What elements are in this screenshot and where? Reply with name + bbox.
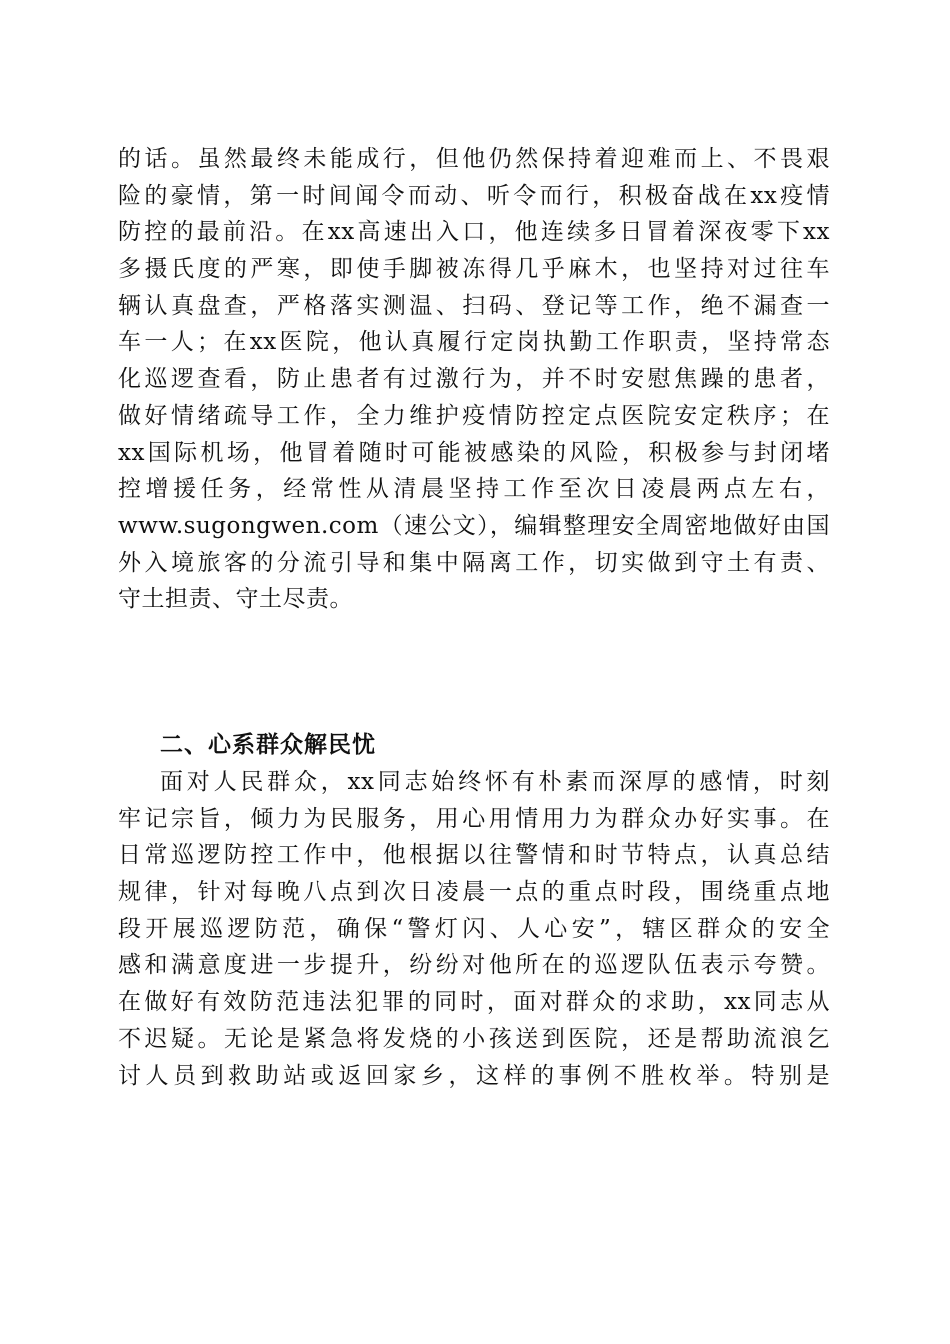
paragraph-2-line: 牢记宗旨，倾力为民服务，用心用情用力为群众办好实事。在 <box>118 805 830 832</box>
paragraph-1-line: 的话。虽然最终未能成行，但他仍然保持着迎难而上、不畏艰 <box>118 146 830 172</box>
paragraph-1-line: 险的豪情，第一时间闻令而动、听令而行，积极奋战在xx疫情 <box>118 182 830 209</box>
paragraph-2-line: 段开展巡逻防范，确保“警灯闪、人心安”，辖区群众的安全 <box>118 915 830 942</box>
paragraph-1-line: 辆认真盘查，严格落实测温、扫码、登记等工作，绝不漏查一 <box>118 292 830 319</box>
paragraph-2-line: 面对人民群众，xx同志始终怀有朴素而深厚的感情，时刻 <box>160 769 830 795</box>
paragraph-1 <box>118 141 830 618</box>
paragraph-2-line: 不迟疑。无论是紧急将发烧的小孩送到医院，还是帮助流浪乞 <box>118 1025 830 1052</box>
paragraph-1-line: 守土担责、守土尽责。 <box>118 586 353 613</box>
paragraph-2-line: 规律，针对每晚八点到次日凌晨一点的重点时段，围绕重点地 <box>118 879 830 906</box>
section-heading: 二、心系群众解民忧 <box>160 732 376 758</box>
paragraph-1-line: 防控的最前沿。在xx高速出入口，他连续多日冒着深夜零下xx <box>118 219 830 246</box>
paragraph-1-line: xx国际机场，他冒着随时可能被感染的风险，积极参与封闭堵 <box>118 439 830 466</box>
paragraph-2-line: 在做好有效防范违法犯罪的同时，面对群众的求助，xx同志从 <box>118 989 830 1016</box>
paragraph-2 <box>118 764 830 1094</box>
paragraph-1-line: 做好情绪疏导工作，全力维护疫情防控定点医院安定秩序；在 <box>118 402 830 429</box>
paragraph-1-line: 多摄氏度的严寒，即使手脚被冻得几乎麻木，也坚持对过往车 <box>118 256 830 283</box>
paragraph-1-line: 外入境旅客的分流引导和集中隔离工作，切实做到守土有责、 <box>118 549 830 576</box>
paragraph-1-line: 化巡逻查看，防止患者有过激行为，并不时安慰焦躁的患者， <box>118 366 830 393</box>
paragraph-1-line: 控增援任务，经常性从清晨坚持工作至次日凌晨两点左右， <box>118 476 830 503</box>
paragraph-2-line: 感和满意度进一步提升，纷纷对他所在的巡逻队伍表示夸赞。 <box>118 952 830 979</box>
paragraph-1-line: 车一人；在xx医院，他认真履行定岗执勤工作职责，坚持常态 <box>118 329 830 356</box>
paragraph-2-line: 讨人员到救助站或返回家乡，这样的事例不胜枚举。特别是 <box>118 1062 830 1089</box>
paragraph-1-line: www.sugongwen.com（速公文），编辑整理安全周密地做好由国 <box>118 512 830 539</box>
paragraph-2-line: 日常巡逻防控工作中，他根据以往警情和时节特点，认真总结 <box>118 842 830 869</box>
